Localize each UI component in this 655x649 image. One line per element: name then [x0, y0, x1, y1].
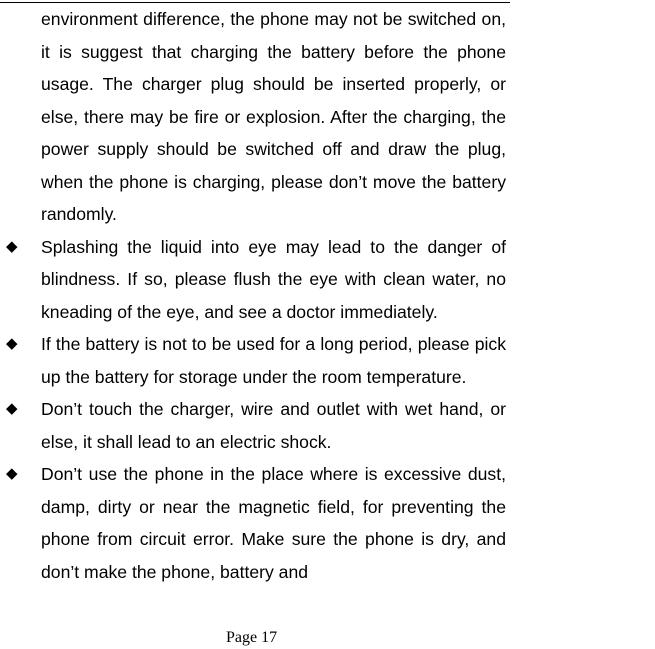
diamond-bullet-icon: ◆	[6, 335, 18, 352]
bullet-item	[6, 328, 506, 393]
bullet-text: Don’t use the phone in the place where is excessive dust, damp, dirty or near the magnetic field, for preventing the phone from circuit error. Make sure the phone is dry, and don’t make the phone, battery and	[41, 464, 506, 582]
diamond-bullet-icon: ◆	[6, 400, 18, 417]
bullet-item	[6, 458, 506, 588]
bullet-text: Don’t touch the charger, wire and outlet with wet hand, or else, it shall lead to an electric shock.	[41, 399, 506, 452]
bullet-item	[6, 231, 506, 329]
diamond-bullet-icon: ◆	[6, 237, 18, 255]
bullet-item	[6, 393, 506, 458]
page-number: Page 17	[226, 629, 278, 646]
diamond-bullet-icon: ◆	[6, 465, 18, 482]
document-body	[6, 3, 506, 588]
bullet-text: Splashing the liquid into eye may lead to the danger of blindness. If so, please flush the eye with clean water, no kneading of the eye, and see a doctor immediately.	[41, 236, 506, 322]
continuation-paragraph: environment difference, the phone may not be switched on, it is suggest that charging the battery before the phone usage. The charger plug should be inserted properly, or else, there may be fire or explosion. After the charging, the power supply should be switched off and draw the plug, when the phone is charging, please don’t move the battery randomly.	[41, 9, 506, 224]
bullet-text: If the battery is not to be used for a long period, please pick up the battery for storage under the room temperature.	[41, 334, 506, 387]
